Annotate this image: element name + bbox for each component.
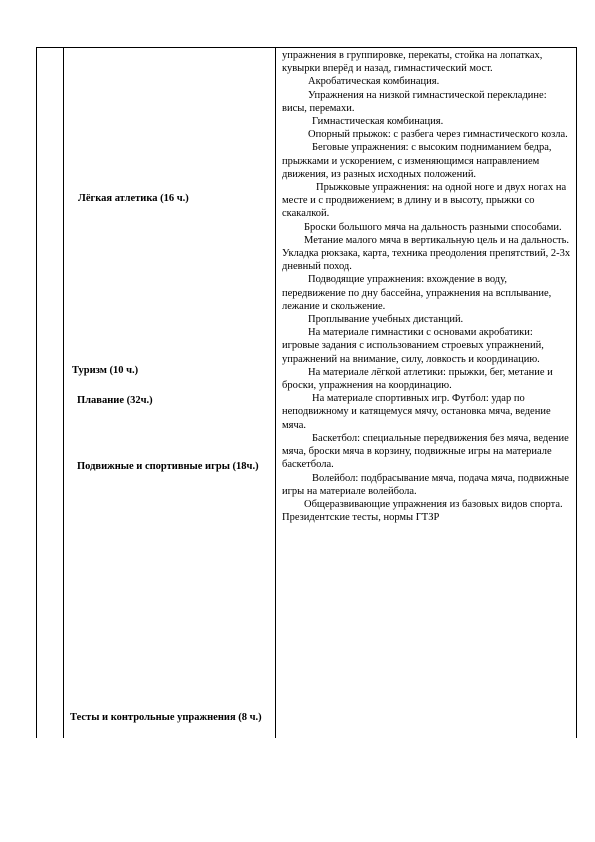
table-right-border	[576, 47, 577, 738]
table-left-border	[36, 47, 37, 738]
section-tests: Тесты и контрольные упражнения (8 ч.)	[70, 712, 262, 723]
paragraph: Метание малого мяча в вертикальную цель и на дальность.	[304, 234, 570, 246]
table-top-border	[36, 47, 577, 48]
table-col-divider-2	[275, 47, 276, 738]
paragraph: Подводящие упражнения: вхождение в воду, передвижение по дну бассейна, упражнения на всплывание, лежание и скольжение.	[282, 274, 552, 312]
paragraph: Броски большого мяча на дальность разными способами.	[304, 221, 562, 233]
paragraph: Волейбол: подбрасывание мяча, подача мяча, подвижные игры на материале волейбола.	[282, 472, 569, 497]
table-col-divider-1	[63, 47, 64, 738]
paragraph: Беговые упражнения: с высоким подниманием бедра, прыжками и ускорением, с изменяющимся направлением движения, из разных исходных положений.	[282, 142, 552, 180]
paragraph: На материале спортивных игр. Футбол: удар по неподвижному и катящемуся мячу, остановка мяча, ведение мяча.	[282, 393, 551, 431]
section-athletics: Лёгкая атлетика (16 ч.)	[78, 193, 189, 204]
paragraph: Акробатическая комбинация.	[308, 76, 440, 88]
paragraph: Опорный прыжок: с разбега через гимнастического козла.	[308, 129, 568, 141]
paragraph: На материале лёгкой атлетики: прыжки, бег, метание и броски, упражнения на координацию.	[282, 366, 553, 392]
paragraph: Общеразвивающие упражнения из базовых видов спорта.	[304, 498, 563, 510]
content-column	[282, 49, 572, 524]
paragraph: Прыжковые упражнения: на одной ноге и двух ногах на месте и с продвижением; в длину и в высоту, прыжки со скакалкой.	[282, 182, 567, 220]
paragraph: Укладка рюкзака, карта, техника преодоления препятствий, 2-3х дневный поход.	[282, 248, 571, 273]
section-tourism: Туризм (10 ч.)	[72, 365, 139, 376]
paragraph: Гимнастическая комбинация.	[312, 116, 444, 128]
paragraph: упражнения в группировке, перекаты, стойка на лопатках, кувырки вперёд и назад, гимнастический мост.	[282, 50, 543, 75]
paragraph: Баскетбол: специальные передвижения без мяча, ведение мяча, броски мяча в корзину, подвижные игры на материале баскетбола.	[282, 432, 569, 471]
paragraph: Упражнения на низкой гимнастической перекладине: висы, перемахи.	[282, 89, 547, 114]
section-games: Подвижные и спортивные игры (18ч.)	[77, 461, 259, 472]
paragraph: На материале гимнастики с основами акробатики: игровые задания с использованием строевых упражнений, упражнений на внимание, силу, ловкость и координацию.	[282, 327, 544, 365]
paragraph: Проплывание учебных дистанций.	[308, 314, 464, 326]
paragraph: Президентские тесты, нормы ГТЗР	[282, 512, 440, 524]
section-swimming: Плавание (32ч.)	[77, 395, 153, 406]
